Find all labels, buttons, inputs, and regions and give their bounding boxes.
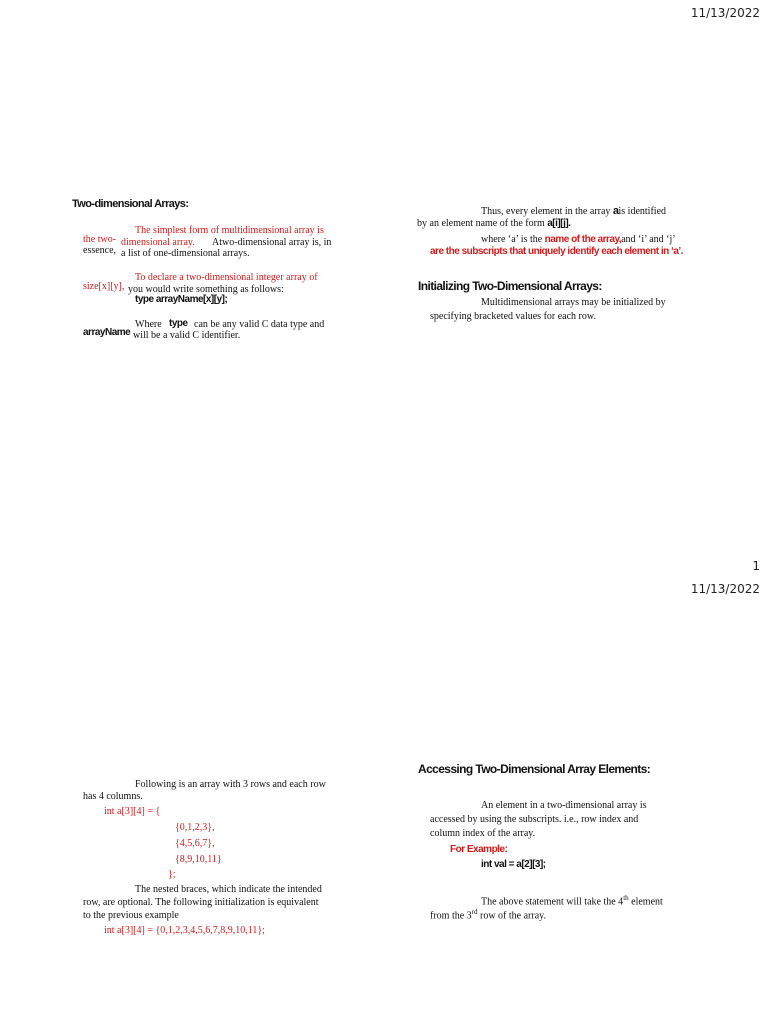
example-label: For Example: xyxy=(450,844,508,855)
text-span: row of the array. xyxy=(480,910,546,922)
section-heading: Two-dimensional Arrays: xyxy=(72,198,189,210)
keyword-text: a[i][j]. xyxy=(547,218,571,229)
paragraph-text xyxy=(430,906,546,922)
paragraph-text: Following is an array with 3 rows and each row xyxy=(135,779,326,790)
text-span: The above statement will take the 4 xyxy=(481,896,624,908)
superscript: rd xyxy=(471,908,478,916)
paragraph-text: An element in a two-dimensional array is xyxy=(481,800,647,811)
superscript: th xyxy=(623,894,629,902)
highlight-text: name of the array, xyxy=(544,234,622,245)
code-line: {8,9,10,11} xyxy=(175,854,222,865)
paragraph-text: can be any valid C data type and xyxy=(194,319,325,330)
code-line: int a[3][4] = { xyxy=(104,806,161,817)
paragraph-text: to the previous example xyxy=(83,910,179,921)
paragraph-text: Multidimensional arrays may be initialized by xyxy=(481,297,666,308)
paragraph-text: The simplest form of multidimensional array is xyxy=(135,225,324,236)
paragraph-text: a list of one-dimensional arrays. xyxy=(121,248,250,259)
section-heading: Initializing Two-Dimensional Arrays: xyxy=(418,279,602,293)
paragraph-text: row, are optional. The following initialization is equivalent xyxy=(83,897,319,908)
code-line: {4,5,6,7}, xyxy=(175,838,215,849)
text-span: by an element name of the form xyxy=(417,218,545,229)
paragraph-text: The nested braces, which indicate the intended xyxy=(135,884,322,895)
slide-date: 11/13/2022 xyxy=(690,6,760,20)
paragraph-text: size[x][y], xyxy=(83,281,125,292)
text-span: and ‘i’ and ‘j’ xyxy=(621,234,676,245)
paragraph-text: has 4 columns. xyxy=(83,791,143,802)
paragraph-text: To declare a two-dimensional integer array of xyxy=(135,272,318,283)
paragraph-text xyxy=(417,218,570,230)
paragraph-text: will be a valid C identifier. xyxy=(133,330,241,341)
code-line: {0,1,2,3}, xyxy=(175,822,215,833)
paragraph-text: essence, xyxy=(83,245,117,256)
code-line: int a[3][4] = {0,1,2,3,4,5,6,7,8,9,10,11}; xyxy=(104,925,265,936)
page-number: 1 xyxy=(752,559,760,573)
paragraph-text: the two- xyxy=(83,234,117,245)
text-span: where ‘a’ is the xyxy=(481,234,543,245)
paragraph-text: column index of the array. xyxy=(430,828,536,839)
keyword-text: arrayName xyxy=(83,327,131,338)
keyword-text: type xyxy=(169,318,188,329)
code-line: }; xyxy=(168,869,176,880)
text-span: Thus, every element in the array xyxy=(481,206,611,217)
code-snippet: int val = a[2][3]; xyxy=(481,859,546,870)
paragraph-text: you would write something as follows: xyxy=(128,284,284,295)
paragraph-text xyxy=(481,234,676,246)
text-span: element xyxy=(631,896,663,908)
paragraph-text: Atwo-dimensional array is, in xyxy=(212,237,332,248)
paragraph-text: dimensional array. xyxy=(121,237,195,248)
text-span: from the 3 xyxy=(430,910,472,922)
keyword-text: a xyxy=(612,205,619,217)
slide-date: 11/13/2022 xyxy=(690,582,760,596)
paragraph-text: Where xyxy=(135,319,162,330)
code-snippet: type arrayName[x][y]; xyxy=(135,294,228,305)
paragraph-text: specifying bracketed values for each row. xyxy=(430,311,596,322)
paragraph-text xyxy=(481,205,666,218)
highlight-text: are the subscripts that uniquely identify each element in ‘a’. xyxy=(430,246,683,257)
paragraph-text: accessed by using the subscripts. i.e., row index and xyxy=(430,814,639,825)
text-span: is identified xyxy=(618,206,667,217)
section-heading: Accessing Two-Dimensional Array Elements: xyxy=(418,762,651,776)
